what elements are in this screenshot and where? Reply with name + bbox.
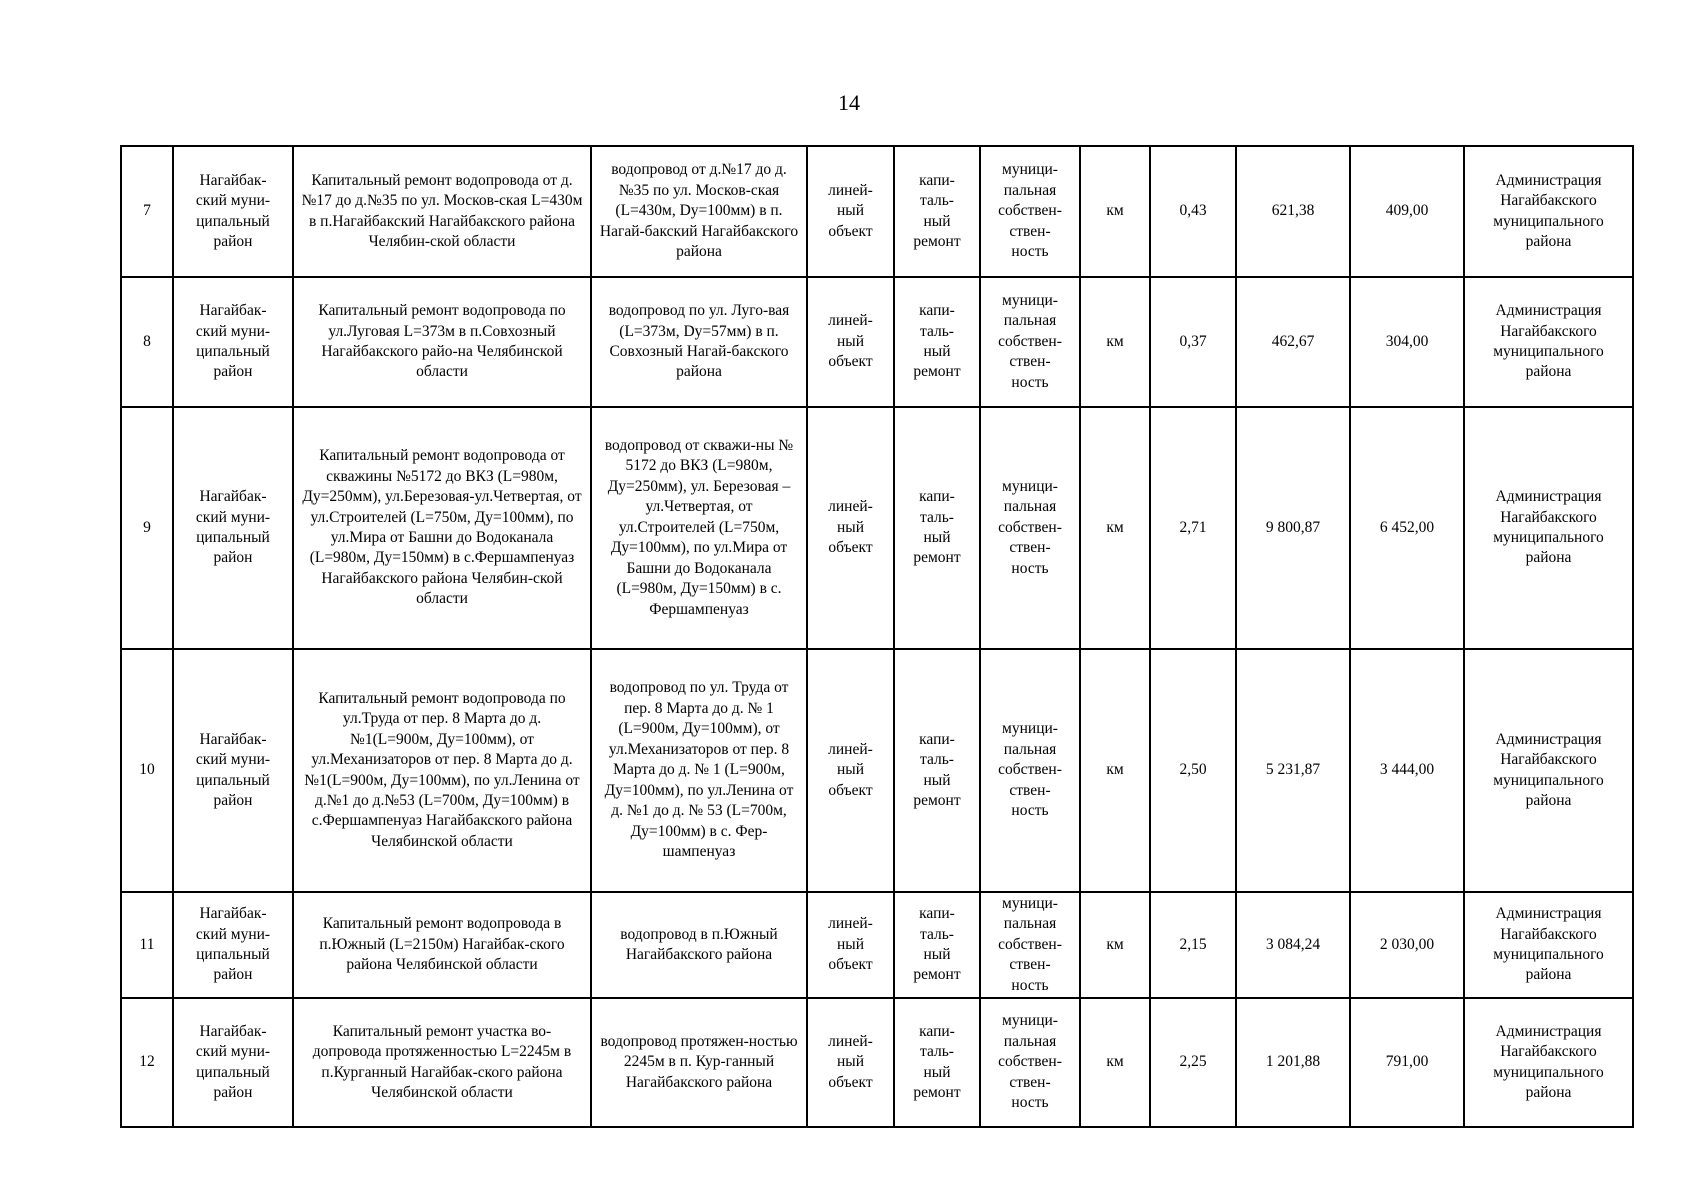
cost-total-cell: 5 231,87 (1236, 649, 1350, 892)
table-row (121, 146, 1633, 277)
cost-total-cell: 1 201,88 (1236, 998, 1350, 1127)
unit-cell: км (1080, 892, 1150, 998)
description-cell: Капитальный ремонт водопровода от скважины №5172 до ВКЗ (L=980м, Ду=250мм), ул.Березовая-ул.Четвертая, от ул.Строителей (L=750м, Ду=100мм), по ул.Мира от Башни до Водоканала (L=980м, Ду=150мм) в с.Фершампенуаз Нагайбакского района Челябин-ской области (293, 407, 591, 649)
object-cell: водопровод по ул. Луго-вая (L=373м, Dy=57мм) в п. Совхозный Нагай-бакского района (591, 277, 807, 407)
work-type-cell: капи- таль- ный ремонт (894, 146, 980, 277)
description-cell: Капитальный ремонт участка во-допровода протяженностью L=2245м в п.Курганный Нагайбак-ского района Челябинской области (293, 998, 591, 1127)
ownership-cell: муници- пальная собствен- ствен- ность (980, 407, 1080, 649)
object-cell: водопровод в п.Южный Нагайбакского района (591, 892, 807, 998)
table-row (121, 998, 1633, 1127)
description-cell: Капитальный ремонт водопровода по ул.Труда от пер. 8 Марта до д. №1(L=900м, Ду=100мм), от ул.Механизаторов от пер. 8 Марта до д. №1(L=900м, Ду=100мм), по ул.Ленина от д.№1 до д.№53 (L=700м, Ду=100мм) в с.Фершампенуаз Нагайбакского района Челябинской области (293, 649, 591, 892)
table-row (121, 892, 1633, 998)
municipality-cell: Нагайбак- ский муни- ципальный район (173, 892, 293, 998)
executor-cell: Администрация Нагайбакского муниципального района (1464, 892, 1633, 998)
row-number: 11 (121, 892, 173, 998)
cost-part-cell: 409,00 (1350, 146, 1464, 277)
cost-total-cell: 621,38 (1236, 146, 1350, 277)
ownership-cell: муници- пальная собствен- ствен- ность (980, 998, 1080, 1127)
table-row (121, 277, 1633, 407)
work-type-cell: капи- таль- ный ремонт (894, 998, 980, 1127)
ownership-cell: муници- пальная собствен- ствен- ность (980, 277, 1080, 407)
length-cell: 0,37 (1150, 277, 1236, 407)
object-type-cell: линей- ный объект (807, 407, 894, 649)
executor-cell: Администрация Нагайбакского муниципального района (1464, 277, 1633, 407)
work-type-cell: капи- таль- ный ремонт (894, 649, 980, 892)
length-cell: 2,71 (1150, 407, 1236, 649)
unit-cell: км (1080, 649, 1150, 892)
cost-total-cell: 462,67 (1236, 277, 1350, 407)
municipality-cell: Нагайбак- ский муни- ципальный район (173, 998, 293, 1127)
object-type-cell: линей- ный объект (807, 146, 894, 277)
length-cell: 2,25 (1150, 998, 1236, 1127)
executor-cell: Администрация Нагайбакского муниципального района (1464, 649, 1633, 892)
executor-cell: Администрация Нагайбакского муниципального района (1464, 146, 1633, 277)
works-table (120, 145, 1634, 1128)
cost-part-cell: 3 444,00 (1350, 649, 1464, 892)
row-number: 12 (121, 998, 173, 1127)
cost-part-cell: 304,00 (1350, 277, 1464, 407)
cost-part-cell: 791,00 (1350, 998, 1464, 1127)
ownership-cell: муници- пальная собствен- ствен- ность (980, 892, 1080, 998)
cost-total-cell: 9 800,87 (1236, 407, 1350, 649)
row-number: 7 (121, 146, 173, 277)
ownership-cell: муници- пальная собствен- ствен- ность (980, 649, 1080, 892)
description-cell: Капитальный ремонт водопровода по ул.Луговая L=373м в п.Совхозный Нагайбакского райо-на Челябинской области (293, 277, 591, 407)
cost-part-cell: 2 030,00 (1350, 892, 1464, 998)
executor-cell: Администрация Нагайбакского муниципального района (1464, 998, 1633, 1127)
object-cell: водопровод от д.№17 до д.№35 по ул. Москов-ская (L=430м, Dy=100мм) в п. Нагай-бакский Нагайбакского района (591, 146, 807, 277)
description-cell: Капитальный ремонт водопровода от д.№17 до д.№35 по ул. Москов-ская L=430м в п.Нагайбакский Нагайбакского района Челябин-ской области (293, 146, 591, 277)
row-number: 10 (121, 649, 173, 892)
municipality-cell: Нагайбак- ский муни- ципальный район (173, 277, 293, 407)
object-type-cell: линей- ный объект (807, 998, 894, 1127)
unit-cell: км (1080, 998, 1150, 1127)
unit-cell: км (1080, 277, 1150, 407)
unit-cell: км (1080, 146, 1150, 277)
ownership-cell: муници- пальная собствен- ствен- ность (980, 146, 1080, 277)
table-row (121, 407, 1633, 649)
length-cell: 0,43 (1150, 146, 1236, 277)
municipality-cell: Нагайбак- ский муни- ципальный район (173, 146, 293, 277)
work-type-cell: капи- таль- ный ремонт (894, 892, 980, 998)
work-type-cell: капи- таль- ный ремонт (894, 407, 980, 649)
cost-part-cell: 6 452,00 (1350, 407, 1464, 649)
municipality-cell: Нагайбак- ский муни- ципальный район (173, 649, 293, 892)
length-cell: 2,15 (1150, 892, 1236, 998)
object-cell: водопровод по ул. Труда от пер. 8 Марта до д. № 1 (L=900м, Ду=100мм), от ул.Механизаторов от пер. 8 Марта до д. № 1 (L=900м, Ду=100мм), по ул.Ленина от д. №1 до д. № 53 (L=700м, Ду=100мм) в с. Фер-шампенуаз (591, 649, 807, 892)
length-cell: 2,50 (1150, 649, 1236, 892)
cost-total-cell: 3 084,24 (1236, 892, 1350, 998)
executor-cell: Администрация Нагайбакского муниципального района (1464, 407, 1633, 649)
page-number: 14 (838, 90, 860, 115)
municipality-cell: Нагайбак- ский муни- ципальный район (173, 407, 293, 649)
object-type-cell: линей- ный объект (807, 892, 894, 998)
row-number: 9 (121, 407, 173, 649)
row-number: 8 (121, 277, 173, 407)
object-cell: водопровод протяжен-ностью 2245м в п. Кур-ганный Нагайбакского района (591, 998, 807, 1127)
object-type-cell: линей- ный объект (807, 277, 894, 407)
unit-cell: км (1080, 407, 1150, 649)
object-cell: водопровод от скважи-ны № 5172 до ВКЗ (L=980м, Ду=250мм), ул. Березовая – ул.Четвертая, от ул.Строителей (L=750м, Ду=100мм), по ул.Мира от Башни до Водоканала (L=980м, Ду=150мм) в с. Фершампенуаз (591, 407, 807, 649)
table-row (121, 649, 1633, 892)
work-type-cell: капи- таль- ный ремонт (894, 277, 980, 407)
object-type-cell: линей- ный объект (807, 649, 894, 892)
description-cell: Капитальный ремонт водопровода в п.Южный (L=2150м) Нагайбак-ского района Челябинской области (293, 892, 591, 998)
